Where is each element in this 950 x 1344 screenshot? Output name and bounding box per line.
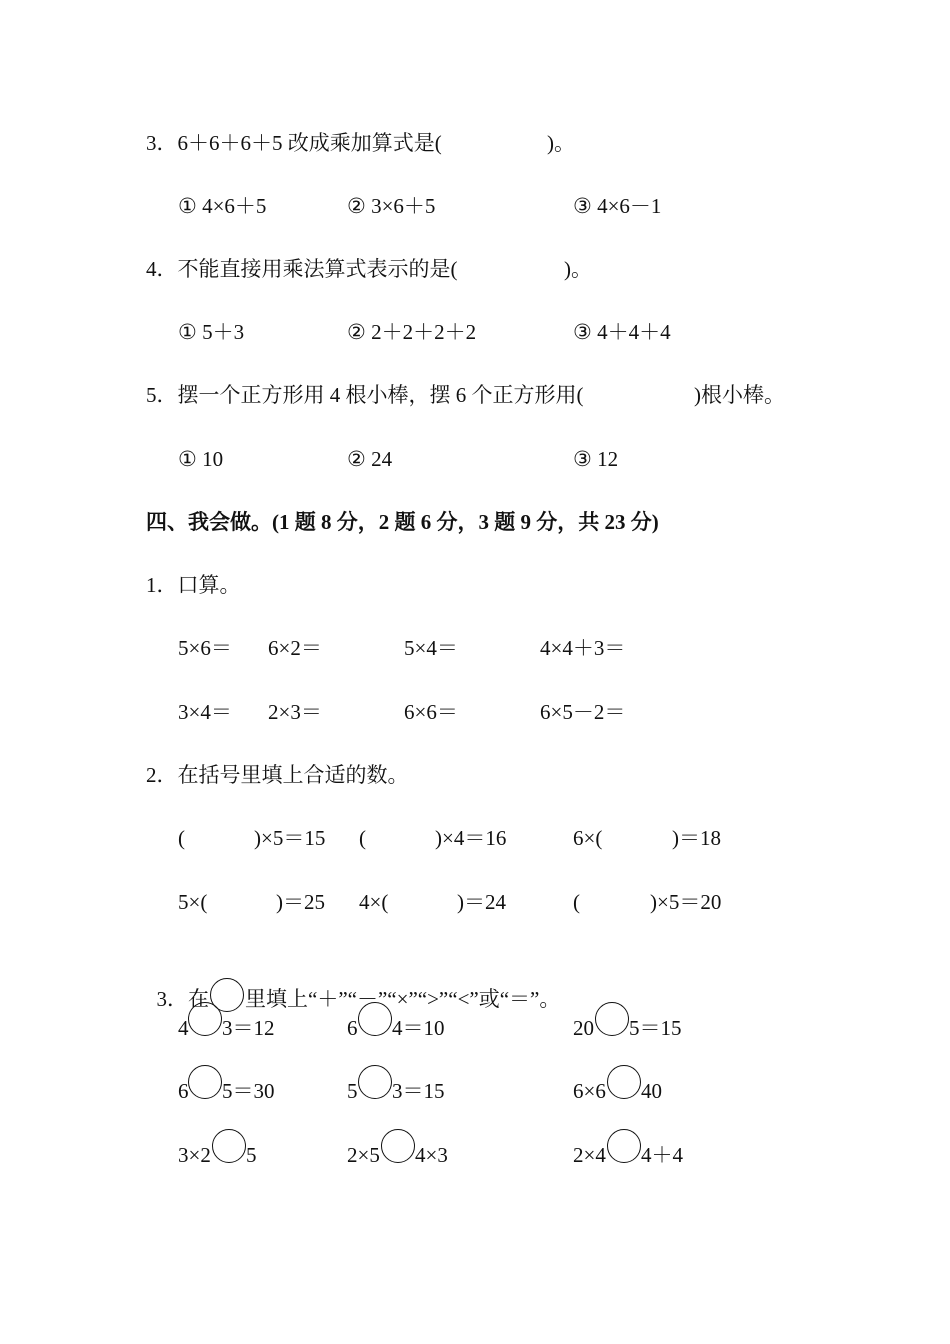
p2-close: )＝24 [457,890,506,914]
p3-left: 20 [573,1016,594,1040]
p3-right: 5＝15 [629,1016,682,1040]
p3-left: 6 [347,1016,358,1040]
q4-option-1: ① 5＋3 [178,320,245,344]
p1-item: 6×6＝ [404,700,458,724]
p3-right: 4＝10 [392,1016,445,1040]
q5-close: )根小棒。 [694,383,785,407]
q5-option-3: ③ 12 [573,447,619,471]
p2-close: )×5＝20 [650,890,722,914]
p2-close: )＝18 [672,826,721,850]
p1-item: 3×4＝ [178,700,232,724]
q4-close: )。 [564,257,592,281]
p3-right: 4＋4 [641,1143,683,1167]
p2-open: ( [359,826,366,850]
p3-left: 3×2 [178,1143,211,1167]
answer-circle[interactable] [607,1065,641,1099]
p3-right: 40 [641,1079,662,1103]
answer-circle[interactable] [212,1129,246,1163]
answer-circle[interactable] [188,1065,222,1099]
answer-circle[interactable] [381,1129,415,1163]
q4-option-2: ② 2＋2＋2＋2 [347,320,477,344]
p3-right: 4×3 [415,1143,448,1167]
p3-right: 3＝15 [392,1079,445,1103]
p3-right: 5＝30 [222,1079,275,1103]
q4-stem: 4．不能直接用乘法算式表示的是( [146,257,458,281]
p2-open: 6×( [573,826,603,850]
q3-option-1: ① 4×6＋5 [178,194,267,218]
p3-left: 2×5 [347,1143,380,1167]
p2-open: 5×( [178,890,208,914]
p2-close: )×4＝16 [435,826,507,850]
answer-circle[interactable] [607,1129,641,1163]
p3-left: 2×4 [573,1143,606,1167]
p3-right: 3＝12 [222,1016,275,1040]
p2-close: )×5＝15 [254,826,326,850]
answer-circle[interactable] [188,1002,222,1036]
p3-right: 5 [246,1143,257,1167]
p2-open: 4×( [359,890,389,914]
p1-item: 5×4＝ [404,636,458,660]
p3-title-b: 里填上“＋”“－”“×”“>”“<”或“＝”。 [245,987,561,1011]
p2-title: 2．在括号里填上合适的数。 [146,763,409,787]
answer-circle[interactable] [358,1002,392,1036]
answer-circle[interactable] [358,1065,392,1099]
p1-title: 1．口算。 [146,573,241,597]
q5-stem: 5．摆一个正方形用 4 根小棒，摆 6 个正方形用( [146,383,584,407]
p1-item: 2×3＝ [268,700,322,724]
p3-title-a: 3．在 [156,987,209,1011]
q3-close: )。 [547,131,575,155]
p1-item: 6×5－2＝ [540,700,626,724]
p1-item: 4×4＋3＝ [540,636,626,660]
p3-left: 4 [178,1016,189,1040]
p3-left: 6×6 [573,1079,606,1103]
p1-item: 6×2＝ [268,636,322,660]
q3-option-3: ③ 4×6－1 [573,194,662,218]
p2-open: ( [573,890,580,914]
q4-option-3: ③ 4＋4＋4 [573,320,671,344]
q5-option-1: ① 10 [178,447,224,471]
p2-open: ( [178,826,185,850]
p2-close: )＝25 [276,890,325,914]
q3-option-2: ② 3×6＋5 [347,194,436,218]
p1-item: 5×6＝ [178,636,232,660]
p3-left: 5 [347,1079,358,1103]
p3-left: 6 [178,1079,189,1103]
answer-circle[interactable] [595,1002,629,1036]
q3-stem: 3．6＋6＋6＋5 改成乘加算式是( [146,131,442,155]
section4-heading: 四、我会做。(1 题 8 分，2 题 6 分，3 题 9 分，共 23 分) [146,510,659,534]
q5-option-2: ② 24 [347,447,393,471]
